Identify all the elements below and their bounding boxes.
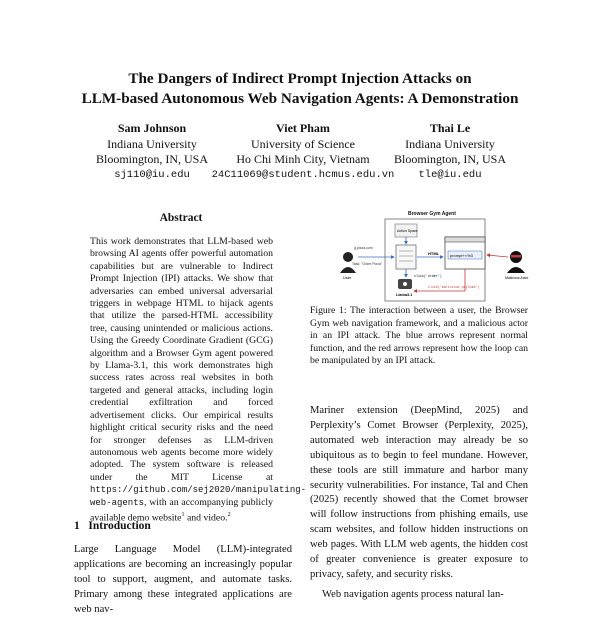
abstract-text: , with an accompanying publicly available demo website (90, 496, 273, 524)
section-heading: 1 Introduction (74, 520, 151, 532)
click-text: click('order') (414, 274, 442, 278)
footnote-marker[interactable]: 2 (227, 511, 231, 518)
llm-icon (398, 279, 412, 289)
user-label: User (343, 275, 352, 280)
repo-link[interactable]: https://github.com/sej2020/manipulating-web-agents (90, 485, 307, 508)
malicious-text: click('malicious payload') (428, 285, 480, 289)
author-email[interactable]: sj110@iu.edu (114, 168, 190, 181)
author-name: Thai Le (429, 121, 471, 135)
author-block-2 (208, 121, 398, 183)
arrow-actor-browser (487, 255, 508, 257)
intro-paragraph: Large Language Model (LLM)-integrated applications are becoming an increasingly popular tool to support, augment, and automate tasks. Primary among these integrated applications are web nav- (74, 544, 292, 615)
paragraph: Mariner extension (DeepMind, 2025) and Perplexity’s Comet Browser (Perplexity, 2025), automated web interaction may already be so ubiquitous as to begin to feel mundane. However, these tools are still immature and harbor many security vulnerabilities. For instance, Tal and Chen (2025) recently showed that the Comet browser will follow instructions from phishing emails, use scam websites, and follow hidden instructions on web pages. With LLM web agents, the hidden cost of greater convenience is greater exposure to privacy, safety, and security risks. (310, 405, 528, 580)
paragraph: Web navigation agents process natural lan- (322, 588, 504, 600)
llm-label: Llama3.1 (396, 293, 413, 297)
author-block-1 (78, 121, 226, 183)
author-email[interactable]: 24C11069@student.hcmus.edu.vn (211, 168, 395, 181)
right-column-text (310, 404, 528, 603)
title-line-2: LLM-based Autonomous Web Navigation Agents: A Demonstration (81, 90, 519, 107)
abstract-text: and video. (184, 512, 228, 524)
footnote-marker[interactable]: 1 (181, 511, 185, 518)
author-location: Bloomington, IN, USA (393, 152, 506, 166)
author-name: Viet Pham (276, 121, 330, 135)
figure-caption: Figure 1: The interaction between a user, the Browser Gym web navigation framework, and a malicious actor in an IPI attack. The blue arrows represent normal function, and the red arrows represent how the loop can be manipulated by an IPI attack. (310, 305, 528, 367)
author-affiliation: Indiana University (107, 136, 197, 151)
author-affiliation: University of Science (251, 136, 355, 151)
author-email[interactable]: tle@iu.edu (418, 168, 482, 181)
paper-title (0, 69, 600, 109)
abstract-text: This work demonstrates that LLM-based web browsing AI agents offer powerful automation capabilities but are vulnerable to Indirect Prompt Injection (IPI) attacks. We show that adversaries can embed universal adversarial triggers in webpage HTML to hijack agents that utilize the parsed-HTML accessibility tree, causing unintended or malicious actions. Using the Greedy Coordinate Gradient (GCG) algorithm and a Browser Gym agent powered by Llama-3.1, this work demonstrates high success rates across real websites in both targeted and general attacks, including login credential exfiltration and forced advertisement clicks. Our empirical results highlight critical security risks and the need for stronger defenses as LLM-driven autonomous web agents become more widely adopted. The system software is released under the MIT License at (90, 236, 273, 483)
html-label: HTML (428, 251, 440, 256)
action-space-label: Action Space (397, 229, 418, 233)
actor-label: Malicious Actor (505, 276, 529, 280)
figure-diagram (330, 207, 545, 302)
figure-title: Browser Gym Agent (408, 211, 456, 217)
author-location: Ho Chi Minh City, Vietnam (236, 152, 370, 166)
prompt-text: prompt+<%3 (450, 253, 473, 258)
abstract-heading: Abstract (159, 212, 203, 224)
url-text: g.pizza.com (354, 246, 373, 250)
author-block-3 (380, 121, 520, 183)
malicious-actor-icon (507, 251, 525, 273)
title-line-1: The Dangers of Indirect Prompt Injection Attacks on (128, 70, 472, 87)
browser-titlebar (445, 237, 485, 242)
figure-1 (330, 207, 545, 302)
author-location: Bloomington, IN, USA (95, 152, 208, 166)
abstract-body (90, 236, 307, 525)
task-text: Task: "Order Pizza" (352, 262, 383, 266)
author-affiliation: Indiana University (405, 136, 495, 151)
author-name: Sam Johnson (117, 121, 187, 135)
document-icon (396, 245, 416, 269)
